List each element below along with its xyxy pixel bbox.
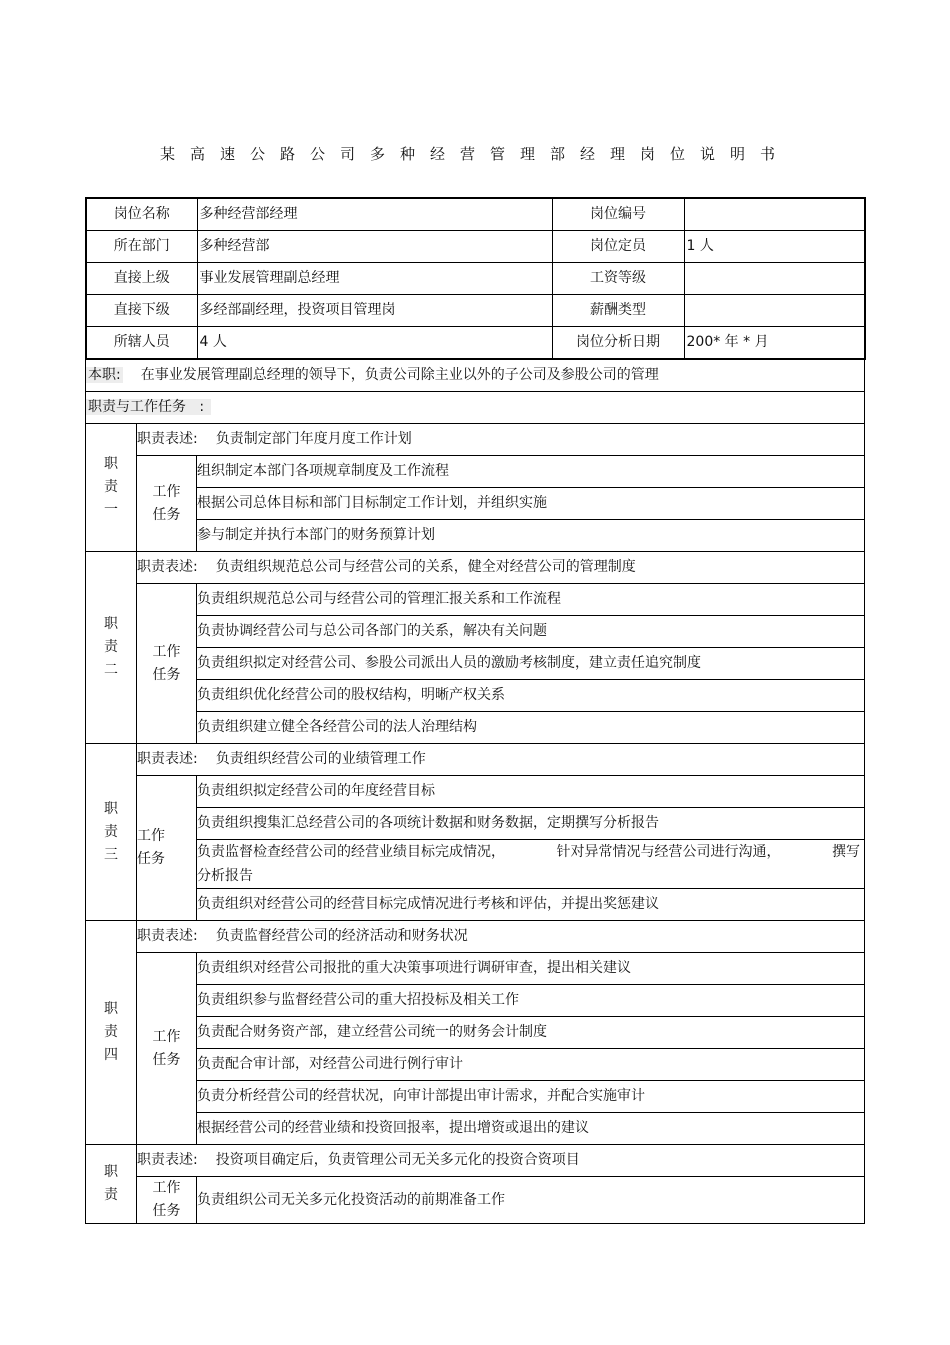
info-value: 200* 年 * 月: [684, 327, 865, 360]
task-item: 组织制定本部门各项规章制度及工作流程: [197, 456, 865, 488]
task-header: [137, 776, 197, 921]
task-row: [86, 456, 865, 488]
statement-text: 投资项目确定后，负责管理公司无关多元化的投资合资项目: [215, 1152, 580, 1168]
task-item: 根据经营公司的经营业绩和投资回报率，提出增资或退出的建议: [197, 1113, 865, 1145]
document-title: 某高速公路公司多种经营管理部经理岗位说明书: [159, 145, 790, 163]
task-item: 负责组织拟定经营公司的年度经营目标: [197, 776, 865, 808]
task-item: 负责配合财务资产部，建立经营公司统一的财务会计制度: [197, 1017, 865, 1049]
task-row: [86, 776, 865, 808]
statement-label: 职责表述:: [137, 1152, 198, 1168]
duty-number-char: 责: [104, 1187, 118, 1203]
task-header-line: 工作: [152, 1028, 181, 1045]
task-item: 负责组织对经营公司报批的重大决策事项进行调研审查，提出相关建议: [197, 953, 865, 985]
info-label: 岗位分析日期: [552, 327, 684, 360]
position-info-table: [85, 197, 866, 360]
task-line: 分析报告: [197, 868, 253, 884]
duty-number-char: 责: [104, 1024, 118, 1040]
task-row: [86, 953, 865, 985]
task-header-line: 任务: [152, 506, 181, 523]
task-item: 负责组织拟定对经营公司、参股公司派出人员的激励考核制度，建立责任追究制度: [197, 648, 865, 680]
task-row: [86, 680, 865, 712]
task-item: 负责协调经营公司与总公司各部门的关系，解决有关问题: [197, 616, 865, 648]
info-value: [684, 263, 865, 295]
task-row: [86, 648, 865, 680]
task-part: 撰写: [832, 844, 860, 860]
task-header-line: 任务: [152, 1203, 181, 1219]
task-item: 参与制定并执行本部门的财务预算计划: [197, 520, 865, 552]
statement-label: 职责表述:: [137, 431, 198, 447]
duty-statement: [137, 552, 865, 584]
duty-number-char: 责: [104, 823, 118, 840]
duty-number-char: 职: [104, 800, 118, 817]
info-value: [684, 295, 865, 327]
statement-text: 负责组织经营公司的业绩管理工作: [215, 751, 426, 767]
task-item: 负责组织优化经营公司的股权结构，明晰产权关系: [197, 680, 865, 712]
task-header-line: 工作: [152, 483, 181, 500]
duty-number-char: 职: [104, 616, 118, 632]
info-value: 1 人: [684, 231, 865, 263]
info-value: 4 人: [197, 327, 552, 360]
task-row: [86, 1081, 865, 1113]
task-header-line: 工作: [152, 643, 181, 660]
task-row: [86, 1177, 865, 1224]
task-item: 负责组织对经营公司的经营目标完成情况进行考核和评估，并提出奖惩建议: [197, 889, 865, 921]
task-header-line: 工作: [152, 1180, 181, 1196]
info-label: 工资等级: [552, 263, 684, 295]
duty-statement-row: [86, 424, 865, 456]
duty-summary-label: 本职:: [88, 367, 121, 383]
info-row: [86, 231, 865, 263]
duty-number-char: 职: [104, 1164, 118, 1180]
task-row: [86, 1113, 865, 1145]
task-item: 负责组织公司无关多元化投资活动的前期准备工作: [197, 1177, 865, 1224]
duty-statement: [137, 1145, 865, 1177]
task-item: 负责组织建立健全各经营公司的法人治理结构: [197, 712, 865, 744]
task-row: [86, 985, 865, 1017]
info-label: 岗位定员: [552, 231, 684, 263]
info-row: [86, 295, 865, 327]
duty-number-char: 三: [104, 846, 118, 863]
task-header: [137, 953, 197, 1145]
tasks-header-label: 职责与工作任务 :: [86, 399, 211, 415]
task-line: [197, 840, 860, 864]
task-part: 针对异常情况与经营公司进行沟通，: [556, 844, 781, 860]
duty-number: [86, 424, 137, 552]
info-value: [684, 198, 865, 231]
duty-statement-row: [86, 744, 865, 776]
info-label: 直接下级: [86, 295, 197, 327]
info-value: 多经部副经理，投资项目管理岗: [197, 295, 552, 327]
task-row: [86, 712, 865, 744]
task-item: 负责分析经营公司的经营状况，向审计部提出审计需求，并配合实施审计: [197, 1081, 865, 1113]
duty-number-char: 责: [104, 479, 118, 495]
task-header-line: 任务: [152, 1051, 181, 1068]
duty-statement: [137, 424, 865, 456]
task-row: [86, 808, 865, 840]
task-item: 负责配合审计部，对经营公司进行例行审计: [197, 1049, 865, 1081]
task-item: 负责组织规范总公司与经营公司的管理汇报关系和工作流程: [197, 584, 865, 616]
statement-text: 负责监督经营公司的经济活动和财务状况: [215, 928, 468, 944]
duty-statement: [137, 744, 865, 776]
info-label: 直接上级: [86, 263, 197, 295]
statement-label: 职责表述:: [137, 751, 198, 767]
duty-number: [86, 744, 137, 921]
duty-number-char: 一: [104, 502, 118, 518]
duty-statement-row: [86, 552, 865, 584]
info-label: 薪酬类型: [552, 295, 684, 327]
statement-label: 职责表述:: [137, 559, 198, 575]
task-part: 负责监督检查经营公司的经营业绩目标完成情况，: [197, 844, 505, 860]
task-row: [86, 584, 865, 616]
info-row: [86, 263, 865, 295]
duty-number-char: 二: [104, 662, 118, 678]
duty-number: [86, 1145, 137, 1224]
duty-number-char: 责: [104, 639, 118, 655]
task-row: [86, 1049, 865, 1081]
duty-number-char: 职: [104, 456, 118, 472]
info-value: 多种经营部经理: [197, 198, 552, 231]
duty-number: [86, 552, 137, 744]
task-item-multiline: [197, 840, 865, 889]
task-item: 负责组织搜集汇总经营公司的各项统计数据和财务数据，定期撰写分析报告: [197, 808, 865, 840]
task-header: [137, 456, 197, 552]
info-value: 多种经营部: [197, 231, 552, 263]
duty-summary-row: [86, 360, 865, 392]
task-header-line: 任务: [152, 666, 181, 683]
task-row: [86, 520, 865, 552]
task-item: 根据公司总体目标和部门目标制定工作计划，并组织实施: [197, 488, 865, 520]
statement-text: 负责组织规范总公司与经营公司的关系，健全对经营公司的管理制度: [215, 559, 636, 575]
tasks-header-row: [86, 392, 865, 424]
info-label: 岗位名称: [86, 198, 197, 231]
duty-number-char: 四: [104, 1047, 118, 1063]
duty-statement-row: [86, 921, 865, 953]
duty-statement-row: [86, 1145, 865, 1177]
duty-statement: [137, 921, 865, 953]
info-label: 岗位编号: [552, 198, 684, 231]
task-row: [86, 488, 865, 520]
duty-summary-text: 在事业发展管理副总经理的领导下，负责公司除主业以外的子公司及参股公司的管理: [140, 367, 659, 383]
task-header: [137, 1177, 197, 1224]
task-header-line: 工作: [137, 828, 165, 844]
statement-text: 负责制定部门年度月度工作计划: [215, 431, 412, 447]
duty-number: [86, 921, 137, 1145]
info-row: [86, 198, 865, 231]
task-header-line: 任务: [137, 851, 165, 867]
info-label: 所在部门: [86, 231, 197, 263]
task-row: [86, 616, 865, 648]
task-row: [86, 889, 865, 921]
duties-table: [85, 359, 865, 1224]
info-row: [86, 327, 865, 360]
task-header: [137, 584, 197, 744]
info-value: 事业发展管理副总经理: [197, 263, 552, 295]
statement-label: 职责表述:: [137, 928, 198, 944]
task-row: [86, 840, 865, 889]
info-label: 所辖人员: [86, 327, 197, 360]
task-row: [86, 1017, 865, 1049]
task-item: 负责组织参与监督经营公司的重大招投标及相关工作: [197, 985, 865, 1017]
duty-number-char: 职: [104, 1001, 118, 1017]
